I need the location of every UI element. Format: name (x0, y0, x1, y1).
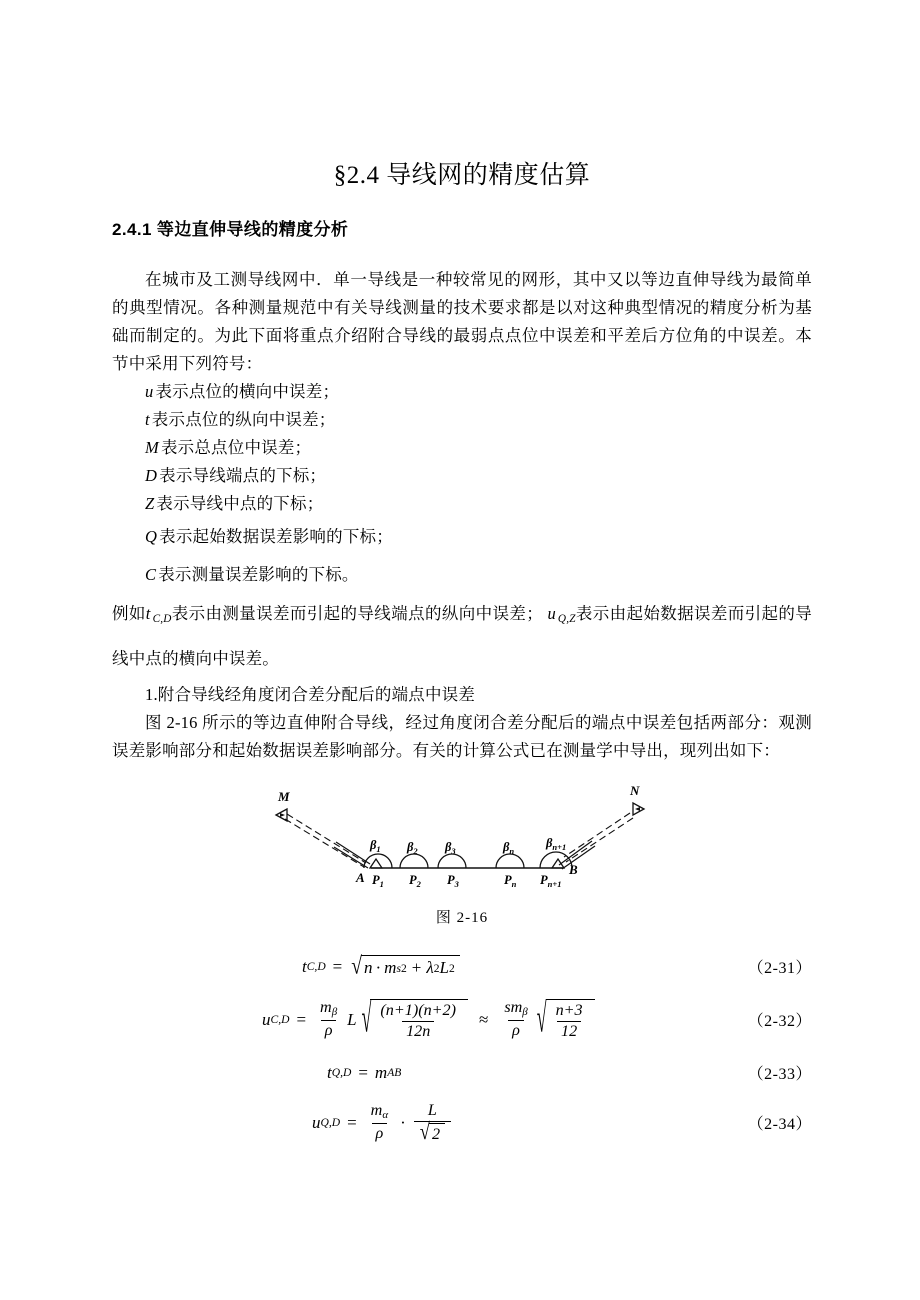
eq232-smbeta-over-rho (500, 999, 531, 1039)
eq232-inner-frac2 (552, 1002, 587, 1041)
equation-2-31-number: （2-31） (747, 960, 812, 978)
inline-var-t-subscript: C,D (152, 612, 172, 625)
symbol-variable: M (145, 437, 159, 457)
inline-var-u-subscript: Q,Z (557, 612, 576, 625)
sightline-B-N-solid-inner (562, 846, 595, 869)
equation-2-34-number: （2-34） (747, 1116, 812, 1134)
eq232-smbeta: $sm_\beta$ (504, 999, 528, 1019)
eq231-m-sup: 2 (400, 961, 407, 975)
sightline-B-N-inner (566, 818, 633, 862)
paragraph-example (112, 594, 812, 679)
symbol-description: 表示导线端点的下标； (159, 465, 327, 485)
eq234-sqrt2 (414, 1121, 451, 1144)
symbol-item-D (112, 462, 812, 490)
figure-label-B: B (569, 861, 578, 877)
symbol-item-C (112, 556, 812, 594)
equation-2-34-body (312, 1102, 454, 1144)
figure-label-Pn: $P_n$ (504, 872, 517, 889)
eq232-lhs-sub: C,D (270, 1013, 290, 1027)
inline-var-t: t (145, 603, 151, 623)
paragraph-figure-intro: 图 2-16 所示的等边直伸附合导线，经过角度闭合差分配后的端点中误差包括两部分：观测误差影响部分和起始数据误差影响部分。有关的计算公式已在测量学中导出，现列出如下： (112, 712, 812, 760)
eq234-lhs-sub: Q,D (320, 1116, 341, 1130)
eq233-m-sub: AB (387, 1066, 402, 1080)
eq232-sqrt2 (536, 994, 595, 1041)
sightline-M-A-inner (287, 814, 366, 863)
eq231-m-sub: s (396, 961, 401, 975)
equation-2-31 (112, 945, 812, 989)
eq231-n: n (364, 958, 373, 978)
station-marker-P1 (370, 859, 382, 868)
equation-2-33 (112, 1051, 812, 1095)
symbol-item-M (112, 434, 812, 462)
eq232-radicand2 (546, 999, 595, 1041)
example-lead: 例如 (112, 603, 146, 623)
equation-2-33-body (327, 1063, 401, 1083)
eq234-equals: = (347, 1112, 357, 1132)
subsection-heading: 1.附合导线经角度闭合差分配后的端点中误差 (145, 684, 476, 704)
symbol-description: 表示总点位中误差； (160, 437, 312, 457)
eq232-equals: = (296, 1009, 307, 1029)
eq234-malpha-over-rho (367, 1102, 392, 1142)
angle-label-beta1: $\beta_1$ (370, 837, 381, 854)
eq232-lhs: u (262, 1009, 271, 1029)
angle-arc-beta2 (400, 854, 428, 868)
symbol-variable: t (145, 409, 150, 429)
figure-traverse (112, 779, 812, 927)
eq234-L: L (427, 1101, 437, 1119)
eq234-dot: · (400, 1112, 406, 1132)
equation-2-32-body (262, 994, 597, 1041)
eq234-rho: ρ (372, 1123, 388, 1143)
equation-2-31-body (302, 955, 462, 978)
figure-label-M: M (278, 788, 290, 804)
equation-2-33-number: （2-33） (747, 1066, 812, 1084)
eq232-rho2: ρ (508, 1020, 524, 1040)
eq232-rho: ρ (321, 1020, 337, 1040)
eq232-approx: ≈ (479, 1009, 489, 1029)
equation-2-34 (112, 1095, 812, 1151)
eq232-inner-frac (376, 1002, 460, 1041)
symbol-definition-list (112, 378, 812, 594)
symbol-description: 表示起始数据误差影响的下标； (159, 526, 393, 546)
page-title: §2.4 导线网的精度估算 (333, 162, 591, 189)
eq231-lambda: λ (426, 958, 434, 978)
traverse-diagram-svg (252, 779, 672, 899)
eq233-lhs: t (327, 1062, 332, 1082)
eq231-lhs: t (302, 956, 307, 976)
symbol-variable: C (145, 564, 157, 584)
eq234-lhs: u (312, 1112, 321, 1132)
angle-label-betan1: $\beta_{n+1}$ (546, 835, 567, 852)
eq231-L: L (439, 958, 449, 978)
symbol-variable: D (145, 465, 158, 485)
eq234-sqrt: √ 2 (420, 1123, 445, 1144)
radical-icon: √ (351, 953, 362, 980)
symbol-item-u (112, 378, 812, 406)
sightline-B-N-outer (564, 813, 630, 857)
station-marker-N (633, 803, 644, 815)
symbol-item-Q (112, 518, 812, 556)
eq232-sqrt1 (361, 994, 468, 1041)
symbol-variable: Q (145, 526, 158, 546)
eq232-L: L (347, 1009, 357, 1029)
eq233-lhs-sub: Q,D (331, 1066, 352, 1080)
eq231-radicand (361, 955, 460, 978)
eq231-plus: + (411, 958, 422, 978)
sightline-M-A-outer (285, 819, 364, 867)
eq233-m: m (374, 1062, 388, 1082)
eq231-L-sup: 2 (448, 961, 455, 975)
angle-label-betan: $\beta_n$ (503, 839, 515, 856)
eq232-numerator: (n+1)(n+2) (380, 1001, 456, 1019)
figure-label-N: N (630, 782, 640, 798)
symbol-description: 表示点位的纵向中误差； (151, 409, 336, 429)
inline-var-u: u (547, 603, 556, 623)
example-tail: 表示由起始数据误差而引起的导线中点的横向中误差。 (112, 603, 812, 668)
angle-arc-betan (496, 854, 524, 868)
eq232-numerator2: n+3 (555, 1001, 583, 1019)
angle-arc-beta3 (438, 854, 466, 868)
eq234-malpha: $m_\alpha$ (370, 1102, 389, 1122)
symbol-description: 表示导线中点的下标； (156, 493, 324, 513)
angle-label-beta3: $\beta_3$ (445, 839, 456, 856)
eq234-L-over-sqrt2 (414, 1102, 451, 1144)
eq232-denominator2: 12 (557, 1021, 581, 1041)
figure-label-P3: $P_3$ (447, 872, 459, 889)
symbol-variable: u (145, 381, 154, 401)
station-marker-Pn1 (552, 859, 564, 868)
equation-2-32-number: （2-32） (747, 1013, 812, 1031)
angle-label-beta2: $\beta_2$ (407, 839, 418, 856)
figure-label-A: A (356, 869, 365, 885)
symbol-description: 表示点位的横向中误差； (155, 381, 340, 401)
sightline-M-A-solid-outer (334, 847, 368, 868)
eq232-denominator: 12n (402, 1021, 434, 1041)
figure-label-Pn1: $P_{n+1}$ (540, 872, 562, 889)
eq232-radicand1 (370, 999, 468, 1041)
eq232-mbeta: $m_\beta$ (320, 999, 338, 1019)
document-content (112, 160, 812, 1151)
eq231-m: m (384, 958, 397, 978)
equation-list (112, 945, 812, 1151)
radical-icon: √ (536, 994, 547, 1041)
symbol-item-t (112, 406, 812, 434)
eq231-equals: = (332, 956, 343, 976)
example-mid: 表示由测量误差而引起的导线端点的纵向中误差； (171, 603, 543, 623)
eq231-dot: · (375, 958, 382, 978)
radical-icon: √ (419, 1119, 430, 1146)
figure-caption: 图 2-16 (435, 909, 489, 926)
figure-label-P1: $P_1$ (372, 872, 384, 889)
symbol-variable: Z (145, 493, 155, 513)
eq233-equals: = (358, 1062, 368, 1082)
symbol-item-Z (112, 490, 812, 518)
eq231-lhs-sub: C,D (306, 960, 326, 974)
eq232-mbeta-over-rho (316, 999, 341, 1039)
symbol-description: 表示测量误差影响的下标。 (158, 564, 359, 584)
radical-icon: √ (361, 994, 372, 1041)
paragraph-intro: 在城市及工测导线网中．单一导线是一种较常见的网形，其中又以等边直伸导线为最简单的典型情况。各种测量规范中有关导线测量的技术要求都是以对这种典型情况的精度分析为基础而制定的。为此下面将重点介绍附合导线的最弱点点位中误差和平差后方位角的中误差。本节中采用下列符号： (112, 269, 812, 373)
section-heading: 2.4.1 等边直伸导线的精度分析 (112, 219, 349, 239)
eq231-lambda-sup: 2 (433, 961, 440, 975)
figure-label-P2: $P_2$ (409, 872, 421, 889)
equation-2-32 (112, 989, 812, 1051)
